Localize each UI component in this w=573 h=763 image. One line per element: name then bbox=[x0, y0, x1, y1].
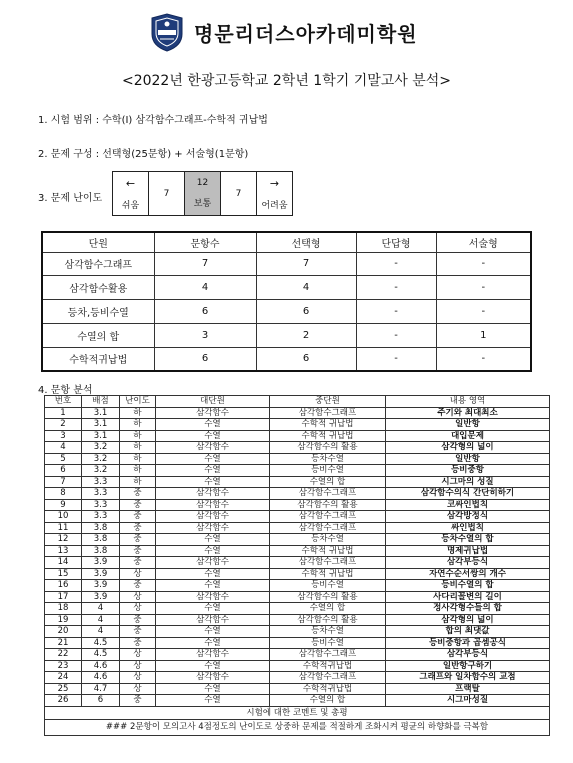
table-cell: 상 bbox=[120, 683, 156, 695]
table-cell: 프랙탈 bbox=[386, 683, 550, 695]
table-cell: 삼각함수 bbox=[156, 557, 270, 569]
table-cell: 수학적 귀납법 bbox=[270, 545, 386, 557]
table-cell: 중 bbox=[120, 534, 156, 546]
table-cell: 삼각함수 bbox=[156, 649, 270, 661]
table-cell: 18 bbox=[45, 603, 82, 615]
table-cell: 3.8 bbox=[82, 545, 120, 557]
table-row bbox=[45, 683, 550, 695]
table-cell: 4 bbox=[154, 275, 256, 299]
table-cell: 대입문제 bbox=[386, 430, 550, 442]
table-cell: 4.7 bbox=[82, 683, 120, 695]
table-cell: 삼각함수 bbox=[156, 614, 270, 626]
table-cell: 삼각함수 bbox=[156, 488, 270, 500]
table-cell: 5 bbox=[45, 453, 82, 465]
table-row bbox=[45, 672, 550, 684]
table-cell: 3.9 bbox=[82, 557, 120, 569]
table-cell: 삼각방정식 bbox=[386, 511, 550, 523]
table-cell: 수열 bbox=[156, 603, 270, 615]
table-cell: 수학적 귀납법 bbox=[270, 568, 386, 580]
table-cell: - bbox=[356, 323, 436, 347]
table-cell: 주기와 최대최소 bbox=[386, 407, 550, 419]
table-cell: 수열의 합 bbox=[270, 476, 386, 488]
column-header: 단원 bbox=[42, 232, 154, 252]
table-cell: 수학적 귀납법 bbox=[270, 430, 386, 442]
difficulty-hard-count-cell bbox=[221, 172, 257, 216]
column-header: 중단원 bbox=[270, 396, 386, 408]
table-row bbox=[45, 695, 550, 707]
table-cell: 3 bbox=[45, 430, 82, 442]
column-header: 난이도 bbox=[120, 396, 156, 408]
table-cell: 하 bbox=[120, 442, 156, 454]
table-cell: 수열 bbox=[156, 419, 270, 431]
table-cell: 25 bbox=[45, 683, 82, 695]
table-cell: 19 bbox=[45, 614, 82, 626]
table-cell: 수열 bbox=[156, 545, 270, 557]
table-cell: 삼각함수 bbox=[156, 442, 270, 454]
academy-name: 명문리더스아카데미학원 bbox=[194, 21, 418, 46]
item-analysis-table bbox=[44, 395, 550, 736]
table-row bbox=[45, 465, 550, 477]
table-cell: 삼각형의 넓이 bbox=[386, 442, 550, 454]
table-cell: 3.9 bbox=[82, 568, 120, 580]
comment-title-row bbox=[45, 706, 550, 719]
table-cell: 사다리꼴변의 길이 bbox=[386, 591, 550, 603]
table-cell: 3.2 bbox=[82, 442, 120, 454]
page-title: <2022년 한광고등학교 2학년 1학기 기말고사 분석> bbox=[121, 73, 452, 89]
table-cell: 2 bbox=[45, 419, 82, 431]
table-cell: 하 bbox=[120, 465, 156, 477]
table-cell: 2 bbox=[256, 323, 356, 347]
table-cell: 수열 bbox=[156, 430, 270, 442]
table-cell: 삼각함수그래프 bbox=[42, 252, 154, 275]
table-cell: 하 bbox=[120, 430, 156, 442]
table-cell: 삼각함수그래프 bbox=[270, 649, 386, 661]
table-cell: 상 bbox=[120, 649, 156, 661]
difficulty-hard-count: 7 bbox=[235, 188, 242, 199]
table-cell: 중 bbox=[120, 637, 156, 649]
table-cell: 3.8 bbox=[82, 522, 120, 534]
table-cell: 삼각함수의 활용 bbox=[270, 499, 386, 511]
item-rows bbox=[45, 407, 550, 706]
table-row bbox=[42, 252, 531, 275]
table-cell: 등비수열 bbox=[270, 580, 386, 592]
table-row bbox=[45, 511, 550, 523]
table-cell: 하 bbox=[120, 419, 156, 431]
header bbox=[150, 12, 418, 52]
table-cell: 수열 bbox=[156, 580, 270, 592]
table-cell: 싸인법칙 bbox=[386, 522, 550, 534]
difficulty-label: 3. 문제 난이도 bbox=[38, 193, 103, 204]
table-cell: 삼각함수의 활용 bbox=[270, 591, 386, 603]
table-cell: 4 bbox=[82, 626, 120, 638]
table-cell: 6 bbox=[256, 299, 356, 323]
table-cell: 등차수열 bbox=[270, 453, 386, 465]
table-cell: 22 bbox=[45, 649, 82, 661]
table-cell: 삼각함수 bbox=[156, 522, 270, 534]
table-cell: 3.2 bbox=[82, 453, 120, 465]
table-cell: 16 bbox=[45, 580, 82, 592]
table-cell: 4 bbox=[82, 614, 120, 626]
table-cell: 3.1 bbox=[82, 419, 120, 431]
table-cell: 3.3 bbox=[82, 499, 120, 511]
table-cell: 10 bbox=[45, 511, 82, 523]
table-row bbox=[42, 275, 531, 299]
table-header-row bbox=[42, 232, 531, 252]
difficulty-normal-cell bbox=[185, 172, 221, 216]
table-cell: 3.1 bbox=[82, 407, 120, 419]
table-cell: 20 bbox=[45, 626, 82, 638]
table-cell: 삼각함수그래프 bbox=[270, 672, 386, 684]
table-row bbox=[45, 580, 550, 592]
table-cell: 수학적귀납법 bbox=[270, 660, 386, 672]
table-cell: - bbox=[436, 275, 531, 299]
table-row bbox=[45, 419, 550, 431]
table-row bbox=[45, 430, 550, 442]
table-cell: 6 bbox=[154, 347, 256, 371]
item-analysis-label: 4. 문항 분석 bbox=[38, 385, 93, 396]
table-cell: 3 bbox=[154, 323, 256, 347]
table-row bbox=[45, 499, 550, 511]
column-header: 단답형 bbox=[356, 232, 436, 252]
table-cell: 수열 bbox=[156, 626, 270, 638]
table-cell: 수열 bbox=[156, 660, 270, 672]
table-cell: 일반항 bbox=[386, 453, 550, 465]
table-cell: 상 bbox=[120, 672, 156, 684]
table-cell: 삼각함수의식 간단히하기 bbox=[386, 488, 550, 500]
table-cell: 중 bbox=[120, 557, 156, 569]
table-row bbox=[45, 591, 550, 603]
table-cell: 시그마의 성질 bbox=[386, 476, 550, 488]
table-row bbox=[45, 476, 550, 488]
table-cell: 등차수열 bbox=[270, 534, 386, 546]
table-cell: - bbox=[356, 275, 436, 299]
table-row bbox=[45, 603, 550, 615]
table-cell: 수열 bbox=[156, 568, 270, 580]
table-cell: 1 bbox=[45, 407, 82, 419]
table-cell: 삼각함수그래프 bbox=[270, 488, 386, 500]
table-cell: 일반항구하기 bbox=[386, 660, 550, 672]
table-row bbox=[45, 442, 550, 454]
table-cell: - bbox=[436, 347, 531, 371]
difficulty-easy-label: 쉬움 bbox=[121, 200, 140, 211]
table-cell: 수열의 합 bbox=[42, 323, 154, 347]
table-cell: 등비중항 bbox=[386, 465, 550, 477]
table-row bbox=[42, 347, 531, 371]
table-cell: 하 bbox=[120, 453, 156, 465]
table-header-row bbox=[45, 396, 550, 408]
table-cell: 중 bbox=[120, 614, 156, 626]
table-cell: 8 bbox=[45, 488, 82, 500]
arrow-right-icon: → bbox=[269, 176, 280, 190]
difficulty-hard-cell bbox=[257, 172, 293, 216]
table-cell: 하 bbox=[120, 476, 156, 488]
table-cell: 수열 bbox=[156, 476, 270, 488]
table-cell: 4 bbox=[45, 442, 82, 454]
table-row bbox=[45, 557, 550, 569]
table-cell: 13 bbox=[45, 545, 82, 557]
difficulty-normal-label: 보통 bbox=[193, 199, 212, 209]
academy-logo-icon bbox=[150, 12, 184, 52]
table-cell: 4.6 bbox=[82, 660, 120, 672]
table-row bbox=[45, 649, 550, 661]
table-cell: 수학적귀납법 bbox=[42, 347, 154, 371]
difficulty-easy-count: 7 bbox=[163, 188, 170, 199]
column-header: 문항수 bbox=[154, 232, 256, 252]
table-cell: 등비중항과 곱셈공식 bbox=[386, 637, 550, 649]
difficulty-easy-cell bbox=[113, 172, 149, 216]
table-cell: 3.3 bbox=[82, 511, 120, 523]
table-cell: 3.9 bbox=[82, 580, 120, 592]
table-row bbox=[45, 637, 550, 649]
exam-scope: 1. 시험 범위 : 수학(I) 삼각함수그래프-수학적 귀납법 bbox=[38, 115, 268, 126]
table-cell: 4 bbox=[82, 603, 120, 615]
difficulty-normal-count: 12 bbox=[196, 178, 209, 188]
unit-summary-table bbox=[41, 231, 532, 372]
table-cell: 중 bbox=[120, 695, 156, 707]
table-cell: 4.6 bbox=[82, 672, 120, 684]
table-cell: 명제귀납법 bbox=[386, 545, 550, 557]
table-cell: 삼각함수그래프 bbox=[270, 522, 386, 534]
table-cell: 6 bbox=[154, 299, 256, 323]
column-header: 내용 영역 bbox=[386, 396, 550, 408]
arrow-left-icon: ← bbox=[125, 176, 136, 190]
table-cell: 7 bbox=[154, 252, 256, 275]
table-cell: 일반항 bbox=[386, 419, 550, 431]
table-cell: 중 bbox=[120, 511, 156, 523]
table-cell: 상 bbox=[120, 568, 156, 580]
table-cell: 삼각함수그래프 bbox=[270, 407, 386, 419]
table-cell: 중 bbox=[120, 488, 156, 500]
table-cell: 수열 bbox=[156, 534, 270, 546]
table-cell: 9 bbox=[45, 499, 82, 511]
column-header: 대단원 bbox=[156, 396, 270, 408]
table-cell: 수열 bbox=[156, 695, 270, 707]
table-cell: 삼각형의 넓이 bbox=[386, 614, 550, 626]
table-cell: 중 bbox=[120, 545, 156, 557]
table-cell: 등차,등비수열 bbox=[42, 299, 154, 323]
table-cell: 삼각함수 bbox=[156, 672, 270, 684]
table-cell: 중 bbox=[120, 580, 156, 592]
table-cell: 상 bbox=[120, 591, 156, 603]
table-cell: 하 bbox=[120, 407, 156, 419]
table-cell: 7 bbox=[256, 252, 356, 275]
difficulty-easy-count-cell bbox=[149, 172, 185, 216]
table-cell: 3.3 bbox=[82, 488, 120, 500]
comment-title: 시험에 대한 코멘트 및 총평 bbox=[45, 706, 550, 719]
table-cell: 15 bbox=[45, 568, 82, 580]
table-cell: 삼각부등식 bbox=[386, 649, 550, 661]
table-cell: 삼각함수의 활용 bbox=[270, 614, 386, 626]
table-row bbox=[42, 299, 531, 323]
table-cell: 삼각함수활용 bbox=[42, 275, 154, 299]
table-row bbox=[42, 323, 531, 347]
table-cell: 삼각함수 bbox=[156, 499, 270, 511]
table-cell: 수열 bbox=[156, 465, 270, 477]
table-cell: 수열의 합 bbox=[270, 603, 386, 615]
table-cell: 삼각함수의 활용 bbox=[270, 442, 386, 454]
table-cell: 수열의 합 bbox=[270, 695, 386, 707]
table-cell: 자연수순서쌍의 개수 bbox=[386, 568, 550, 580]
table-cell: 삼각함수그래프 bbox=[270, 557, 386, 569]
table-cell: 4.5 bbox=[82, 637, 120, 649]
table-cell: 삼각함수 bbox=[156, 511, 270, 523]
table-cell: 시그마성질 bbox=[386, 695, 550, 707]
table-cell: 26 bbox=[45, 695, 82, 707]
table-cell: 11 bbox=[45, 522, 82, 534]
table-cell: 등비수열의 합 bbox=[386, 580, 550, 592]
table-cell: 7 bbox=[45, 476, 82, 488]
table-cell: 삼각함수 bbox=[156, 591, 270, 603]
table-cell: 수열 bbox=[156, 683, 270, 695]
table-row bbox=[45, 626, 550, 638]
table-cell: 수열 bbox=[156, 637, 270, 649]
table-cell: 3.9 bbox=[82, 591, 120, 603]
comment-text: ### 2문항이 모의고사 4점정도의 난이도로 상중하 문제를 적절하게 조화시켜 평균의 하향화를 극복함 bbox=[45, 719, 550, 735]
table-row bbox=[45, 660, 550, 672]
table-cell: - bbox=[436, 252, 531, 275]
table-row bbox=[45, 522, 550, 534]
table-cell: 6 bbox=[82, 695, 120, 707]
column-header: 번호 bbox=[45, 396, 82, 408]
table-cell: 23 bbox=[45, 660, 82, 672]
table-cell: 3.3 bbox=[82, 476, 120, 488]
table-cell: 12 bbox=[45, 534, 82, 546]
column-header: 선택형 bbox=[256, 232, 356, 252]
table-row bbox=[45, 614, 550, 626]
table-cell: 수학적귀납법 bbox=[270, 683, 386, 695]
table-cell: 등비수열 bbox=[270, 637, 386, 649]
table-cell: 21 bbox=[45, 637, 82, 649]
table-cell: 중 bbox=[120, 522, 156, 534]
table-cell: 등차수열 bbox=[270, 626, 386, 638]
difficulty-hard-label: 어려움 bbox=[261, 200, 288, 211]
table-cell: 4.5 bbox=[82, 649, 120, 661]
table-cell: 합의 최댓값 bbox=[386, 626, 550, 638]
table-cell: 수학적 귀납법 bbox=[270, 419, 386, 431]
table-row bbox=[45, 545, 550, 557]
table-cell: 6 bbox=[256, 347, 356, 371]
table-cell: 코싸인법칙 bbox=[386, 499, 550, 511]
table-cell: 삼각함수그래프 bbox=[270, 511, 386, 523]
table-cell: 상 bbox=[120, 660, 156, 672]
table-row bbox=[45, 407, 550, 419]
table-cell: 중 bbox=[120, 499, 156, 511]
column-header: 배점 bbox=[82, 396, 120, 408]
comment-row bbox=[45, 719, 550, 735]
table-cell: - bbox=[356, 299, 436, 323]
table-cell: 수열 bbox=[156, 453, 270, 465]
table-cell: - bbox=[436, 299, 531, 323]
table-cell: 6 bbox=[45, 465, 82, 477]
table-cell: 등비수열 bbox=[270, 465, 386, 477]
table-cell: 등차수열의 합 bbox=[386, 534, 550, 546]
table-cell: - bbox=[356, 347, 436, 371]
table-cell: 3.1 bbox=[82, 430, 120, 442]
difficulty-scale bbox=[112, 171, 293, 216]
table-cell: 삼각함수 bbox=[156, 407, 270, 419]
table-cell: 정사각형수들의 합 bbox=[386, 603, 550, 615]
table-row bbox=[45, 453, 550, 465]
table-cell: 그래프와 일차함수의 교점 bbox=[386, 672, 550, 684]
table-cell: 14 bbox=[45, 557, 82, 569]
table-cell: 3.2 bbox=[82, 465, 120, 477]
table-cell: 4 bbox=[256, 275, 356, 299]
table-cell: 3.8 bbox=[82, 534, 120, 546]
table-row bbox=[45, 568, 550, 580]
table-cell: 1 bbox=[436, 323, 531, 347]
table-row bbox=[45, 534, 550, 546]
question-structure: 2. 문제 구성 : 선택형(25문항) + 서술형(1문항) bbox=[38, 149, 249, 160]
table-cell: 상 bbox=[120, 603, 156, 615]
column-header: 서술형 bbox=[436, 232, 531, 252]
table-cell: - bbox=[356, 252, 436, 275]
table-cell: 중 bbox=[120, 626, 156, 638]
table-cell: 17 bbox=[45, 591, 82, 603]
table-cell: 삼각부등식 bbox=[386, 557, 550, 569]
table-row bbox=[45, 488, 550, 500]
table-cell: 24 bbox=[45, 672, 82, 684]
